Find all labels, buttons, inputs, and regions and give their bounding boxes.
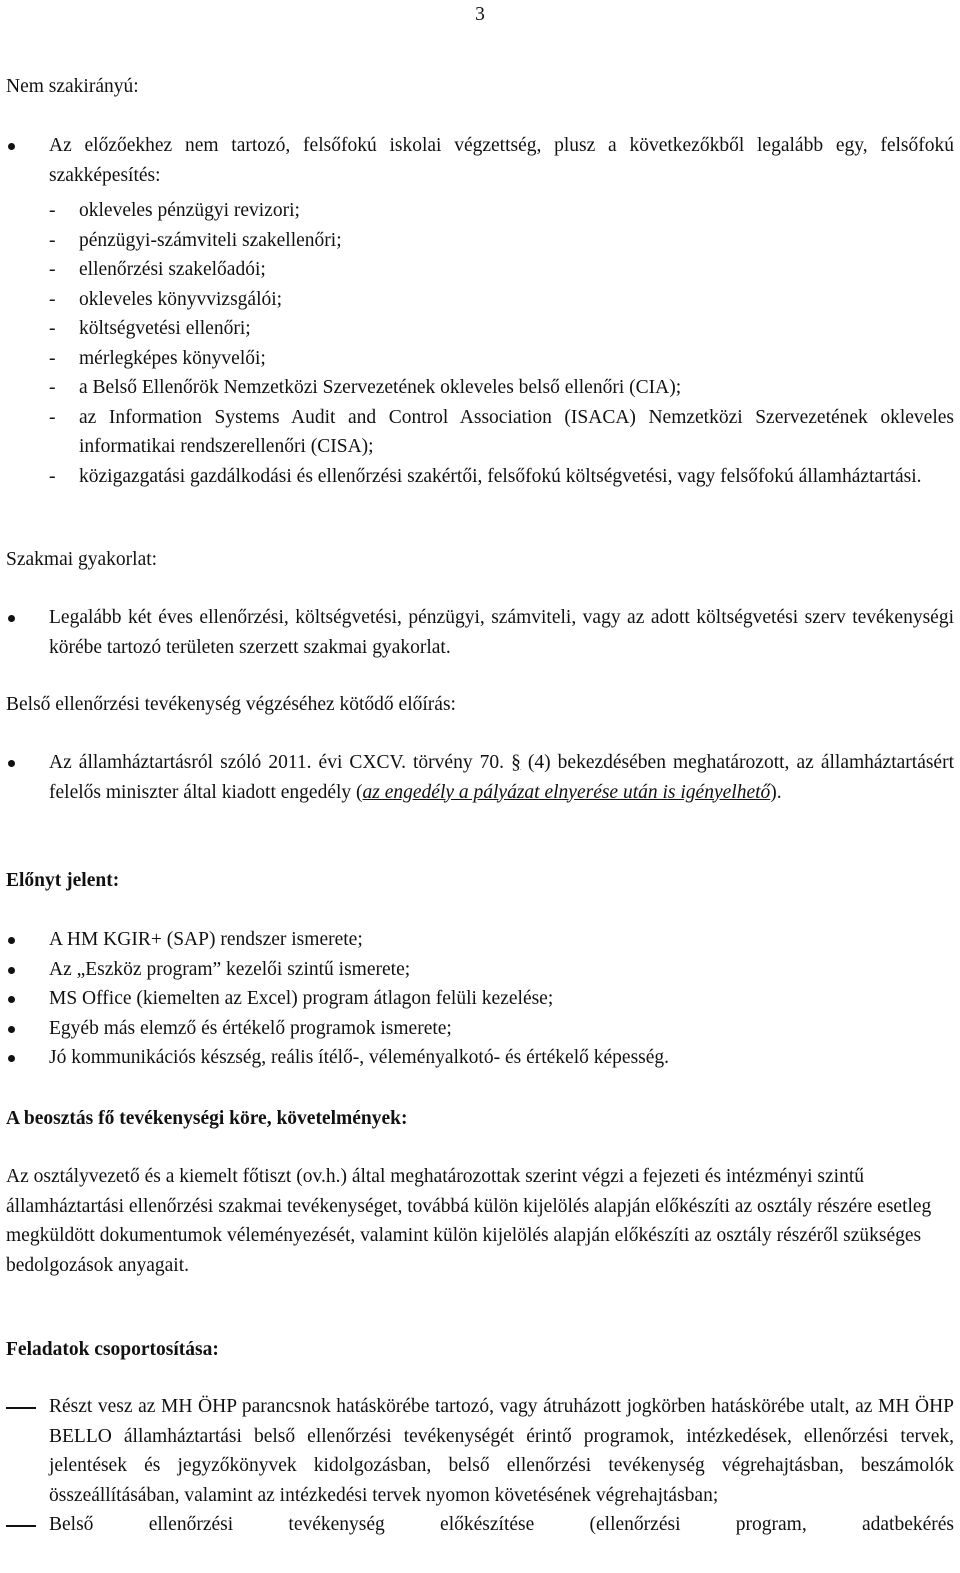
list-item	[6, 403, 954, 462]
list-item	[6, 196, 954, 226]
heading-regulation: Belső ellenőrzési tevékenység végzéséhez kötődő előírás:	[6, 694, 456, 715]
list-item: Az előzőekhez nem tartozó, felsőfokú iskolai végzettség, plusz a következőkből legalább egy, felsőfokú szakképesítés:	[6, 131, 954, 190]
list-dash: -	[49, 465, 56, 487]
heading-non-specialized: Nem szakirányú:	[6, 76, 139, 97]
qualification-item-text: közigazgatási gazdálkodási és ellenőrzési szakértői, felsőfokú költségvetési, vagy felsőfokú államháztartási.	[79, 465, 922, 487]
list-item: Részt vesz az MH ÖHP parancsnok hatáskörébe tartozó, vagy átruházott jogkörben hatáskörébe utalt, az MH ÖHP BELLO államháztartási belső ellenőrzési tevékenységét érintő programok, intézkedések, ellenőrzési tervek, jelentések és jegyzőkönyvek kidolgozásban, belső ellenőrzési tevékenység végrehajtásban, beszámolók összeállításában, valamint az intézkedési tervek nyomon követésének végrehajtásban;	[6, 1392, 954, 1510]
section-sign: §	[511, 752, 521, 773]
list-item	[6, 344, 954, 374]
list-dash: -	[49, 288, 56, 310]
heading-advantage: Előnyt jelent:	[6, 870, 120, 891]
list-dash: -	[49, 377, 56, 398]
heading-duties: A beosztás fő tevékenységi köre, követelmények:	[6, 1108, 408, 1129]
list-dash: -	[49, 200, 56, 221]
list-item: Legalább két éves ellenőrzési, költségvetési, pénzügyi, számviteli, vagy az adott költségvetési szerv tevékenységi körébe tartozó területen szerzett szakmai gyakorlat.	[6, 603, 954, 662]
qualification-item-text: az Information Systems Audit and Control Association (ISACA) Nemzetközi Szervezetének okleveles informatikai rendszerellenőri (CISA);	[79, 406, 954, 457]
list-item	[6, 226, 954, 256]
regulation-text-2: (4) bekezdésében meghatározott, az államháztartásért felelős miniszter által kiadott engedély (	[49, 752, 954, 803]
list-item: Egyéb más elemző és értékelő programok ismerete;	[6, 1014, 954, 1044]
qualification-item-text: okleveles könyvvizsgálói;	[79, 288, 283, 310]
heading-tasks: Feladatok csoportosítása:	[6, 1339, 219, 1360]
qualification-item-text: a Belső Ellenőrök Nemzetközi Szervezetének okleveles belső ellenőri (CIA);	[79, 377, 682, 398]
qualification-item-text: költségvetési ellenőri;	[79, 318, 251, 339]
non-specialized-bullet-list	[6, 131, 954, 190]
list-item	[6, 285, 954, 315]
duties-text: Az osztályvezető és a kiemelt főtiszt (ov.h.) által meghatározottak szerint végzi a fejezeti és intézményi szintű államháztartási ellenőrzési szakmai tevékenységet, továbbá külön kijelölés alapján előkészíti az osztály részére esetleg megküldött dokumentumok véleményezését, valamint külön kijelölés alapján előkészíti az osztály részéről szükséges bedolgozások anyagait.	[6, 1166, 932, 1276]
list-item	[6, 462, 954, 492]
qualification-item-text: ellenőrzési szakelőadói;	[79, 259, 266, 280]
tasks-list	[6, 1392, 954, 1540]
list-item: Jó kommunikációs készség, reális ítélő-, véleményalkotó- és értékelő képesség.	[6, 1043, 954, 1073]
regulation-text-1: Az államháztartásról szóló 2011. évi CXCV. törvény 70.	[49, 752, 505, 773]
heading-practice: Szakmai gyakorlat:	[6, 549, 158, 570]
page-number: 3	[475, 4, 485, 25]
qualification-list	[6, 196, 954, 491]
list-dash: -	[49, 347, 56, 369]
regulation-text-3: ).	[770, 781, 782, 803]
qualification-item-text: okleveles pénzügyi revizori;	[79, 200, 300, 221]
regulation-italic-note: az engedély a pályázat elnyerése után is igényelhető	[362, 781, 771, 803]
list-item: A HM KGIR+ (SAP) rendszer ismerete;	[6, 925, 954, 955]
qualification-item-text: mérlegképes könyvelői;	[79, 347, 266, 369]
list-dash: -	[49, 259, 56, 280]
list-item: MS Office (kiemelten az Excel) program átlagon felüli kezelése;	[6, 984, 954, 1014]
list-dash: -	[49, 406, 56, 428]
list-dash: -	[49, 229, 56, 251]
list-item: Az „Eszköz program” kezelői szintű ismerete;	[6, 955, 954, 985]
advantage-list	[6, 925, 954, 1073]
list-dash: -	[49, 318, 56, 339]
qualification-item-text: pénzügyi-számviteli szakellenőri;	[79, 229, 342, 251]
list-item: Belső ellenőrzési tevékenység előkészítése (ellenőrzési program, adatbekérés	[6, 1510, 954, 1540]
list-item	[6, 748, 954, 807]
list-item	[6, 314, 954, 344]
regulation-bullet-list	[6, 748, 954, 807]
practice-bullet-list	[6, 603, 954, 662]
list-item	[6, 255, 954, 285]
list-item	[6, 373, 954, 403]
